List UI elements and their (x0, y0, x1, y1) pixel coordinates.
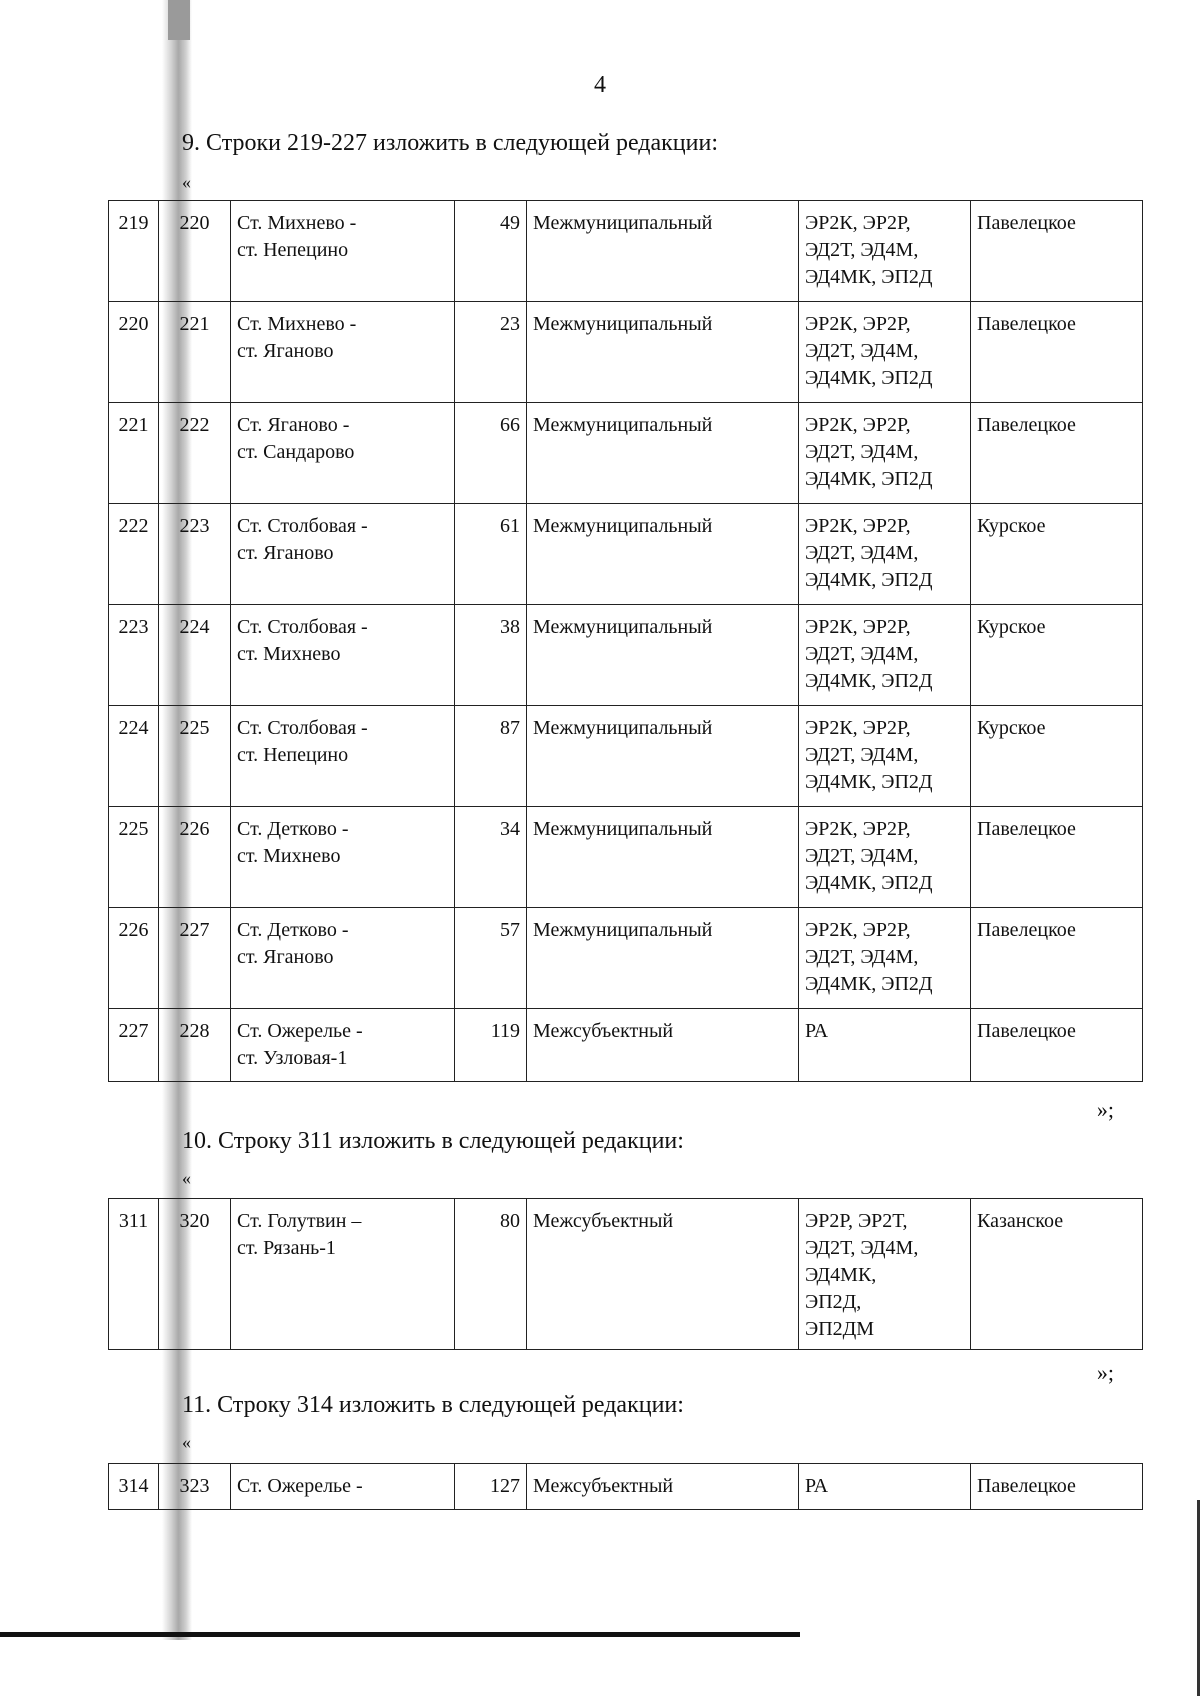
route-length-cell: 38 (455, 605, 527, 706)
route-length-cell: 87 (455, 706, 527, 807)
route-name-cell (231, 1464, 455, 1510)
direction-cell: Курское (971, 504, 1143, 605)
train-types-line: ЭР2К, ЭР2Р, (805, 212, 911, 234)
route-name-line: Ст. Голутвин – (237, 1210, 362, 1232)
route-number-cell: 228 (159, 1009, 231, 1082)
open-quote-10: « (182, 1168, 191, 1188)
route-name-line: ст. Сандарово (237, 441, 355, 463)
route-name-line: ст. Рязань-1 (237, 1237, 336, 1259)
row-number-cell: 225 (109, 807, 159, 908)
train-types-line: РА (805, 1020, 829, 1042)
route-type-cell: Межмуниципальный (527, 403, 799, 504)
route-length-cell: 23 (455, 302, 527, 403)
route-type-cell: Межсубъектный (527, 1199, 799, 1350)
train-types-cell (799, 1199, 971, 1350)
train-types-cell (799, 807, 971, 908)
train-types-line: ЭП2Д, (805, 1291, 862, 1313)
train-types-line: ЭР2К, ЭР2Р, (805, 414, 911, 436)
table-row (109, 504, 1143, 605)
route-number-cell: 323 (159, 1464, 231, 1510)
table-row (109, 1199, 1143, 1350)
route-name-line: Ст. Ожерелье - (237, 1020, 363, 1042)
train-types-line: ЭД2Т, ЭД4М, (805, 744, 919, 766)
train-types-line: ЭР2К, ЭР2Р, (805, 717, 911, 739)
close-quote-9: »; (1096, 1097, 1114, 1122)
table-row (109, 302, 1143, 403)
train-types-line: ЭР2К, ЭР2Р, (805, 515, 911, 537)
section-title-11: 11. Строку 314 изложить в следующей редакции: (182, 1392, 684, 1418)
train-types-line: ЭД4МК, ЭП2Д (805, 266, 933, 288)
train-types-line: ЭД2Т, ЭД4М, (805, 441, 919, 463)
table-row (109, 908, 1143, 1009)
table-section-10 (108, 1198, 1143, 1350)
table-row (109, 807, 1143, 908)
close-quote-10: »; (1096, 1360, 1114, 1385)
direction-cell: Курское (971, 605, 1143, 706)
section-title-9: 9. Строки 219-227 изложить в следующей редакции: (182, 130, 719, 156)
row-number-cell: 220 (109, 302, 159, 403)
row-number-cell: 222 (109, 504, 159, 605)
route-number-cell: 223 (159, 504, 231, 605)
train-types-cell (799, 403, 971, 504)
train-types-cell (799, 1009, 971, 1082)
route-type-cell: Межсубъектный (527, 1009, 799, 1082)
table-row (109, 706, 1143, 807)
route-number-cell: 220 (159, 201, 231, 302)
route-length-cell: 127 (455, 1464, 527, 1510)
route-name-line: ст. Яганово (237, 946, 334, 968)
route-length-cell: 66 (455, 403, 527, 504)
route-name-line: ст. Яганово (237, 340, 334, 362)
train-types-line: ЭР2К, ЭР2Р, (805, 919, 911, 941)
route-name-cell (231, 1199, 455, 1350)
route-length-cell: 61 (455, 504, 527, 605)
route-name-line: Ст. Детково - (237, 919, 349, 941)
train-types-line: ЭД2Т, ЭД4М, (805, 542, 919, 564)
direction-cell: Казанское (971, 1199, 1143, 1350)
train-types-line: ЭД4МК, ЭП2Д (805, 771, 933, 793)
route-name-line: Ст. Столбовая - (237, 717, 368, 739)
route-length-cell: 49 (455, 201, 527, 302)
train-types-cell (799, 504, 971, 605)
route-name-line: ст. Узловая-1 (237, 1047, 348, 1069)
train-types-line: ЭД4МК, (805, 1264, 877, 1286)
train-types-line: ЭД4МК, ЭП2Д (805, 872, 933, 894)
train-types-cell (799, 605, 971, 706)
route-number-cell: 221 (159, 302, 231, 403)
row-number-cell: 227 (109, 1009, 159, 1082)
route-name-line: ст. Михнево (237, 845, 341, 867)
row-number-cell: 221 (109, 403, 159, 504)
train-types-cell (799, 706, 971, 807)
table-row (109, 1009, 1143, 1082)
route-name-line: Ст. Михнево - (237, 313, 357, 335)
train-types-cell (799, 908, 971, 1009)
row-number-cell: 226 (109, 908, 159, 1009)
train-types-line: РА (805, 1475, 829, 1497)
row-number-cell: 219 (109, 201, 159, 302)
page-bottom-rule (0, 1632, 800, 1637)
route-type-cell: Межмуниципальный (527, 605, 799, 706)
open-quote-11: « (182, 1432, 191, 1452)
route-length-cell: 34 (455, 807, 527, 908)
route-name-cell (231, 807, 455, 908)
route-name-line: ст. Михнево (237, 643, 341, 665)
train-types-line: ЭД2Т, ЭД4М, (805, 643, 919, 665)
train-types-cell (799, 302, 971, 403)
direction-cell: Павелецкое (971, 403, 1143, 504)
train-types-line: ЭР2Р, ЭР2Т, (805, 1210, 908, 1232)
direction-cell: Павелецкое (971, 201, 1143, 302)
direction-cell: Курское (971, 706, 1143, 807)
table-row (109, 1464, 1143, 1510)
table-body (109, 1199, 1143, 1350)
direction-cell: Павелецкое (971, 908, 1143, 1009)
route-name-cell (231, 504, 455, 605)
route-length-cell: 57 (455, 908, 527, 1009)
train-types-cell (799, 1464, 971, 1510)
table-section-9 (108, 200, 1143, 1082)
train-types-line: ЭД2Т, ЭД4М, (805, 946, 919, 968)
route-name-cell (231, 1009, 455, 1082)
route-name-cell (231, 201, 455, 302)
direction-cell: Павелецкое (971, 302, 1143, 403)
row-number-cell: 224 (109, 706, 159, 807)
table-row (109, 605, 1143, 706)
row-number-cell: 311 (109, 1199, 159, 1350)
direction-cell: Павелецкое (971, 807, 1143, 908)
route-name-line: Ст. Столбовая - (237, 616, 368, 638)
train-types-line: ЭД2Т, ЭД4М, (805, 239, 919, 261)
row-number-cell: 314 (109, 1464, 159, 1510)
scan-shadow-top (168, 0, 190, 40)
train-types-line: ЭР2К, ЭР2Р, (805, 818, 911, 840)
route-name-line: Ст. Ожерелье - (237, 1475, 363, 1497)
route-type-cell: Межмуниципальный (527, 302, 799, 403)
train-types-line: ЭП2ДМ (805, 1318, 875, 1340)
open-quote-9: « (182, 172, 191, 192)
route-number-cell: 224 (159, 605, 231, 706)
train-types-line: ЭР2К, ЭР2Р, (805, 313, 911, 335)
table-body (109, 1464, 1143, 1510)
route-type-cell: Межмуниципальный (527, 908, 799, 1009)
route-name-line: ст. Непецино (237, 239, 349, 261)
route-name-line: ст. Яганово (237, 542, 334, 564)
route-type-cell: Межмуниципальный (527, 807, 799, 908)
train-types-line: ЭД4МК, ЭП2Д (805, 569, 933, 591)
train-types-line: ЭД4МК, ЭП2Д (805, 670, 933, 692)
route-length-cell: 119 (455, 1009, 527, 1082)
train-types-line: ЭД2Т, ЭД4М, (805, 845, 919, 867)
table-row (109, 201, 1143, 302)
train-types-line: ЭД4МК, ЭП2Д (805, 468, 933, 490)
route-name-line: Ст. Столбовая - (237, 515, 368, 537)
section-title-10: 10. Строку 311 изложить в следующей редакции: (182, 1128, 684, 1154)
table-body (109, 201, 1143, 1082)
route-name-cell (231, 908, 455, 1009)
route-name-cell (231, 605, 455, 706)
route-name-line: Ст. Михнево - (237, 212, 357, 234)
direction-cell: Павелецкое (971, 1009, 1143, 1082)
route-name-cell (231, 403, 455, 504)
train-types-line: ЭД4МК, ЭП2Д (805, 367, 933, 389)
route-type-cell: Межмуниципальный (527, 504, 799, 605)
route-length-cell: 80 (455, 1199, 527, 1350)
page-number: 4 (594, 72, 606, 98)
route-name-line: Ст. Яганово - (237, 414, 350, 436)
route-type-cell: Межмуниципальный (527, 201, 799, 302)
route-number-cell: 226 (159, 807, 231, 908)
train-types-cell (799, 201, 971, 302)
route-name-cell (231, 302, 455, 403)
table-section-11 (108, 1463, 1143, 1510)
route-type-cell: Межмуниципальный (527, 706, 799, 807)
train-types-line: ЭД4МК, ЭП2Д (805, 973, 933, 995)
train-types-line: ЭР2К, ЭР2Р, (805, 616, 911, 638)
route-name-line: ст. Непецино (237, 744, 349, 766)
route-name-cell (231, 706, 455, 807)
route-name-line: Ст. Детково - (237, 818, 349, 840)
route-type-cell: Межсубъектный (527, 1464, 799, 1510)
route-number-cell: 225 (159, 706, 231, 807)
route-number-cell: 320 (159, 1199, 231, 1350)
train-types-line: ЭД2Т, ЭД4М, (805, 1237, 919, 1259)
table-row (109, 403, 1143, 504)
direction-cell: Павелецкое (971, 1464, 1143, 1510)
train-types-line: ЭД2Т, ЭД4М, (805, 340, 919, 362)
row-number-cell: 223 (109, 605, 159, 706)
route-number-cell: 227 (159, 908, 231, 1009)
route-number-cell: 222 (159, 403, 231, 504)
